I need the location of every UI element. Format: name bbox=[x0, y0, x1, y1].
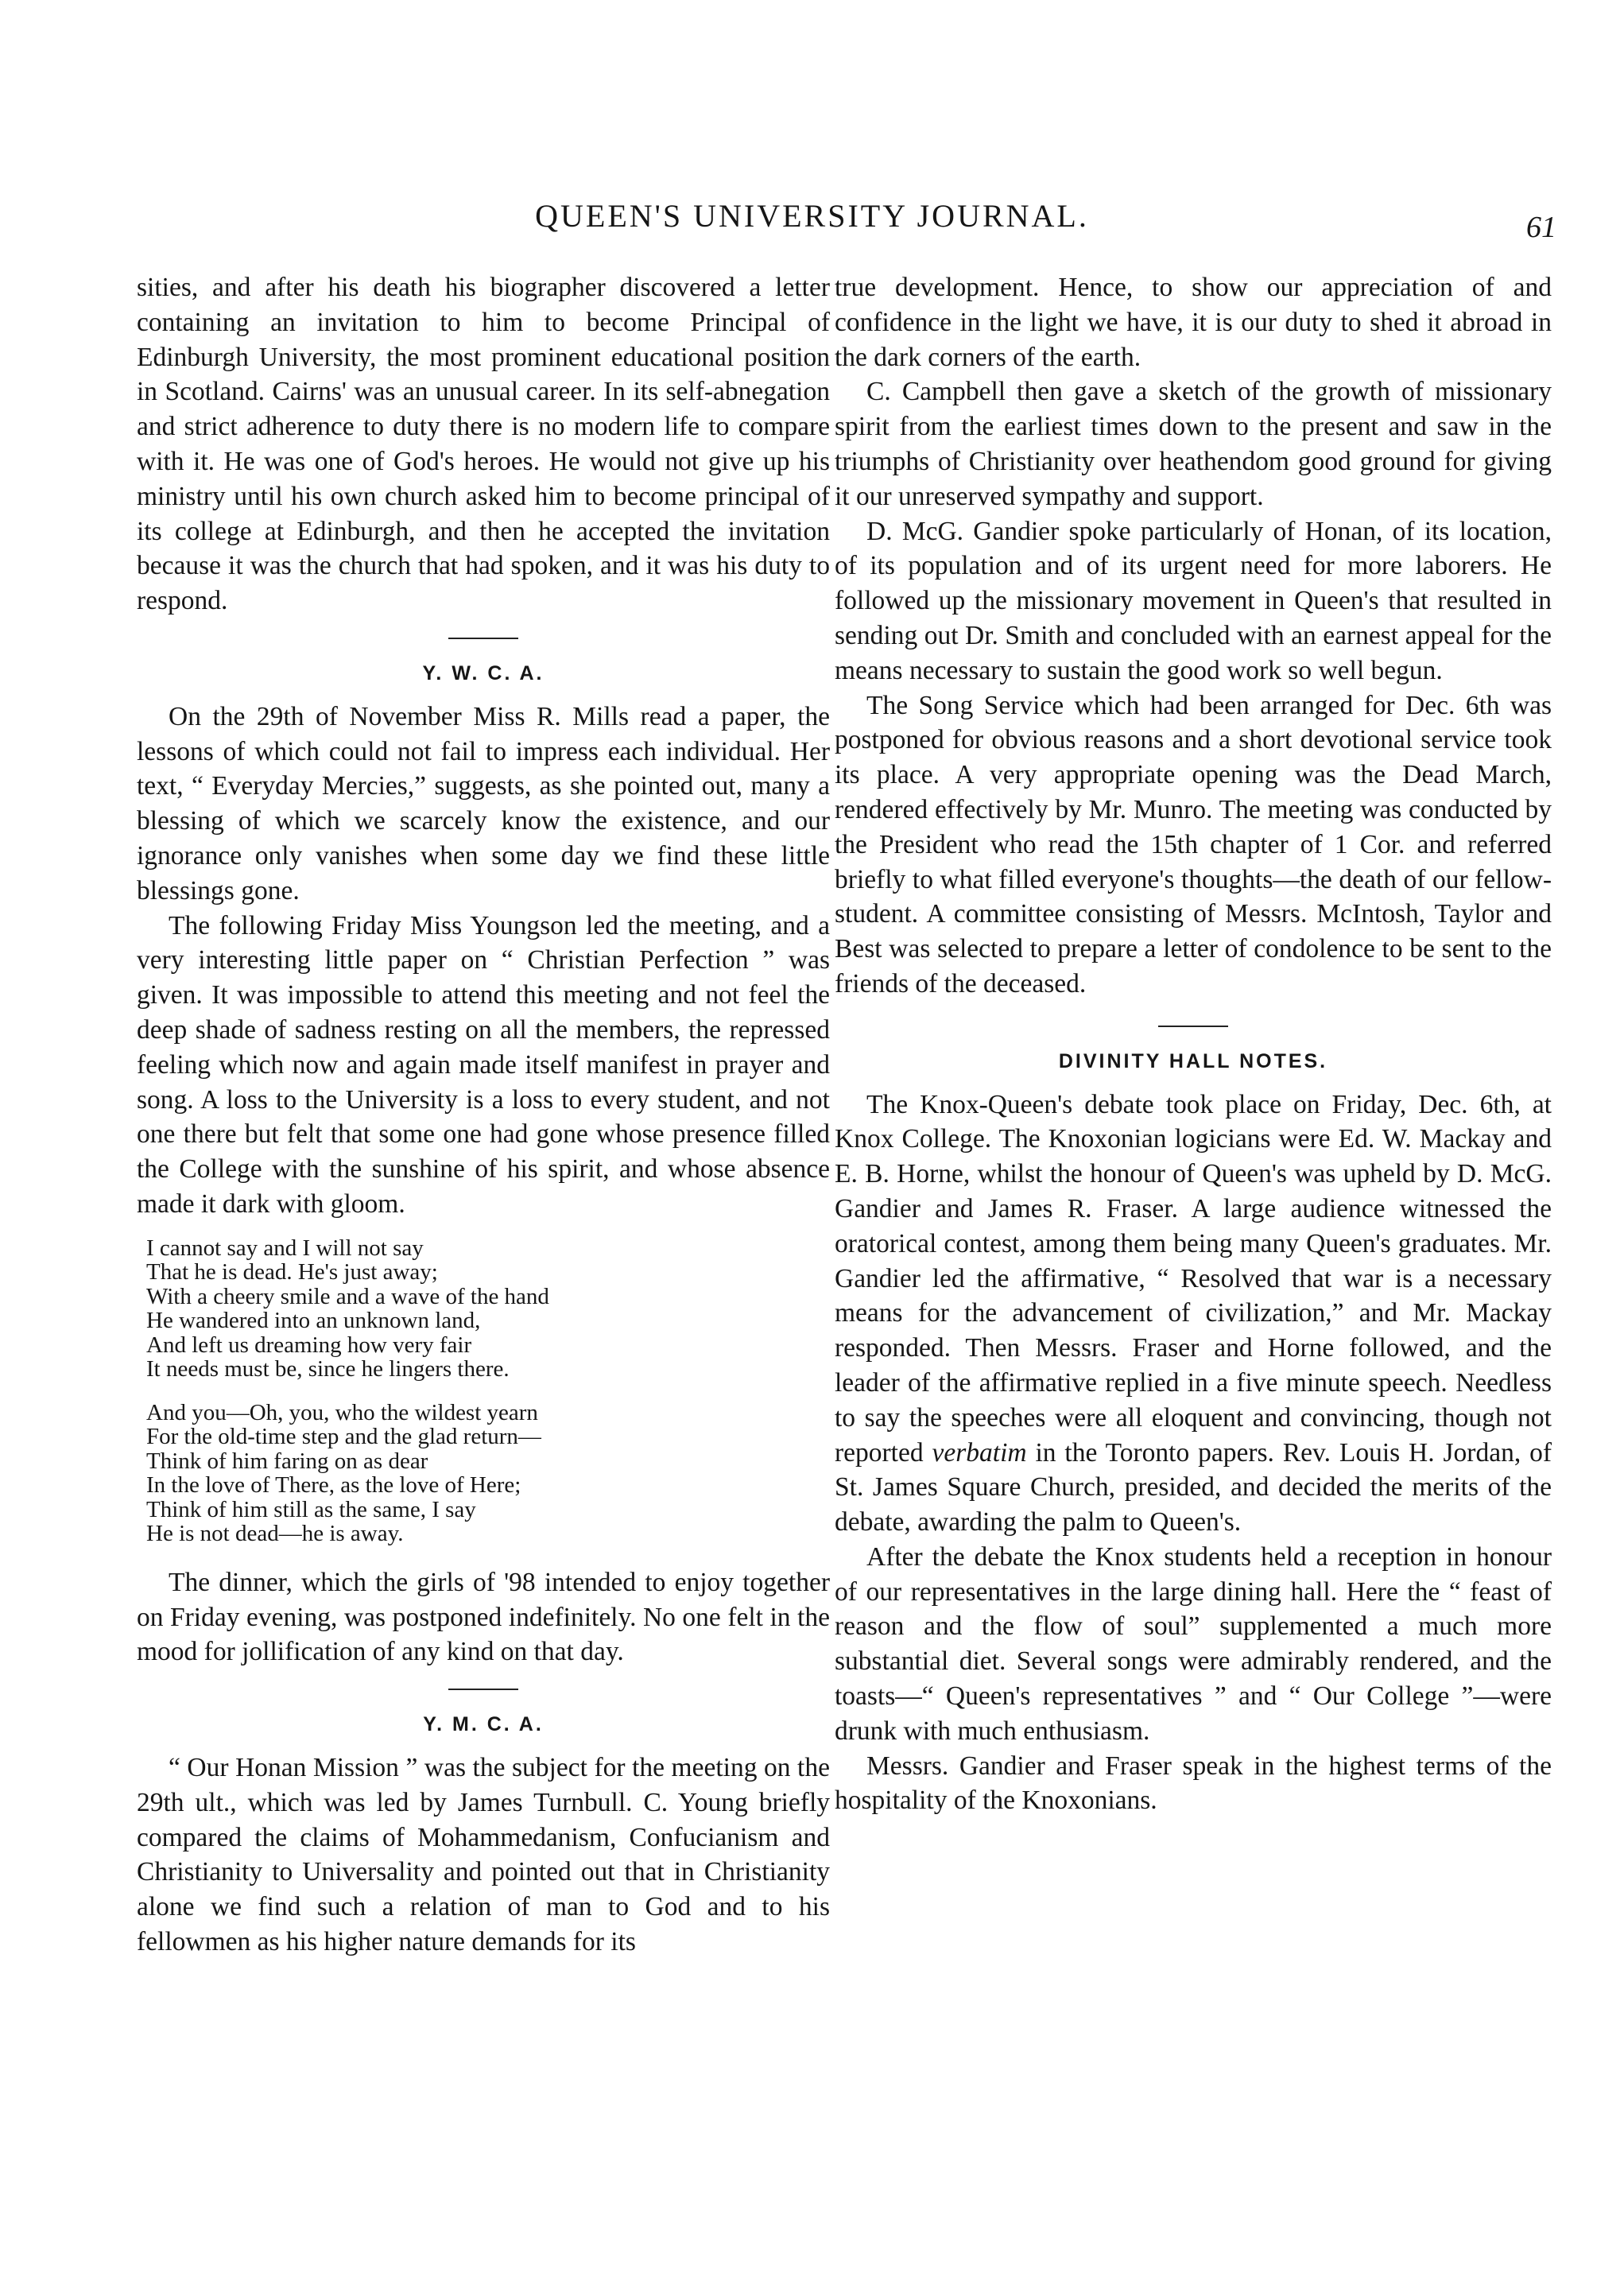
poem-line: And left us dreaming how very fair bbox=[146, 1332, 472, 1358]
poem-line: I cannot say and I will not say bbox=[146, 1235, 424, 1261]
ywca-paragraph: On the 29th of November Miss R. Mills read a paper, the lessons of which could not fail to impress each individual. Her text, “ Everyday Mercies,” suggests, as she pointed out, many a blessing of which we scarcely know the existence, and our ignorance only vanishes when some day we find these little blessings gone. bbox=[137, 701, 830, 905]
poem-line: That he is dead. He's just away; bbox=[146, 1259, 438, 1285]
divinity-italic-text: verbatim bbox=[932, 1437, 1027, 1468]
poem-stanza bbox=[146, 1236, 830, 1382]
ymca-paragraph: D. McG. Gandier spoke particularly of Honan, of its location, of its population and of its urgent need for more laborers. He followed up the missionary movement in Queen's that resulted in sending out Dr. Smith and concluded with an earnest appeal for the means necessary to sustain the good work so well begun. bbox=[835, 516, 1552, 685]
poem bbox=[146, 1236, 830, 1546]
poem-line: He is not dead—he is away. bbox=[146, 1521, 404, 1547]
ymca-heading: Y. M. C. A. bbox=[423, 1713, 544, 1736]
section-divider bbox=[448, 1689, 518, 1690]
ymca-paragraph: “ Our Honan Mission ” was the subject for the meeting on the 29th ult., which was led by James Turnbull. C. Young briefly compared the claims of Mohammedanism, Confucianism and Christianity to Universality and pointed out that in Christianity alone we find such a relation of man to God and to his fellowmen as his higher nature demands for its bbox=[137, 1752, 830, 1956]
ymca-paragraph: C. Campbell then gave a sketch of the growth of missionary spirit from the earliest times down to the present and saw in the triumphs of Christianity over heathendom good ground for giving it our unreserved sympathy and support. bbox=[835, 377, 1552, 511]
poem-line: Think of him still as the same, I say bbox=[146, 1496, 476, 1522]
page-number: 61 bbox=[1526, 211, 1556, 244]
ywca-paragraph: The dinner, which the girls of '98 intended to enjoy together on Friday evening, was postponed indefinitely. No one felt in the mood for jollification of any kind on that day. bbox=[137, 1567, 830, 1667]
divinity-text: The Knox-Queen's debate took place on Friday, Dec. 6th, at Knox College. The Knoxonian logicians were Ed. W. Mackay and E. B. Horne, whilst the honour of Queen's was upheld by D. McG. Gandier and James R. Fraser. A large audience witnessed the oratorical contest, among them being many Queen's graduates. Mr. Gandier led the affirmative, “ Resolved that war is a necessary means for the advancement of civilization,” and Mr. Mackay responded. Then Messrs. Fraser and Horne followed, and the leader of the affirmative replied in a five minute speech. Needless to say the speeches were all eloquent and convincing, though not reported bbox=[835, 1089, 1552, 1468]
poem-line: In the love of There, as the love of Here; bbox=[146, 1472, 521, 1499]
poem-line: With a cheery smile and a wave of the hand bbox=[146, 1283, 549, 1309]
ywca-paragraph: The following Friday Miss Youngson led the meeting, and a very interesting little paper on “ Christian Perfection ” was given. It was impossible to attend this meeting and not feel the deep shade of sadness resting on all the members, the repressed feeling which now and again made itself manifest in prayer and song. A loss to the University is a loss to every student, and not one there but felt that some one had gone whose presence filled the College with the sunshine of his spirit, and whose absence made it dark with gloom. bbox=[137, 910, 830, 1219]
section-divider bbox=[1158, 1026, 1228, 1027]
ymca-paragraph: The Song Service which had been arranged for Dec. 6th was postponed for obvious reasons and a short devotional service took its place. A very appropriate opening was the Dead March, rendered effectively by Mr. Munro. The meeting was conducted by the President who read the 15th chapter of 1 Cor. and referred briefly to what filled everyone's thoughts—the death of our fellow-student. A committee consisting of Messrs. McIntosh, Taylor and Best was selected to prepare a letter of condolence to be sent to the friends of the deceased. bbox=[835, 690, 1552, 998]
poem-line: He wandered into an unknown land, bbox=[146, 1308, 481, 1334]
poem-stanza bbox=[146, 1401, 830, 1546]
poem-line: It needs must be, since he lingers there. bbox=[146, 1356, 510, 1382]
divinity-paragraph: Messrs. Gandier and Fraser speak in the highest terms of the hospitality of the Knoxonians. bbox=[835, 1751, 1552, 1816]
poem-line: And you—Oh, you, who the wildest yearn bbox=[146, 1399, 538, 1425]
left-column bbox=[137, 270, 830, 1960]
poem-line: Think of him faring on as dear bbox=[146, 1448, 428, 1474]
ywca-heading: Y. W. C. A. bbox=[422, 661, 545, 684]
divinity-hall-heading: DIVINITY HALL NOTES. bbox=[1058, 1049, 1328, 1072]
divinity-paragraph bbox=[835, 1088, 1552, 1540]
divinity-text: in the Toronto papers. Rev. Louis H. Jordan, of St. James Square Church, presided, and decided the merits of the debate, awarding the palm to Queen's. bbox=[835, 1437, 1552, 1537]
right-column bbox=[835, 270, 1552, 1818]
article-continuation-paragraph: sities, and after his death his biographer discovered a letter containing an invitation to him to become Principal of Edinburgh University, the most prominent educational position in Scotland. Cairns' was an unusual career. In its self-abnegation and strict adherence to duty there is no modern life to compare with it. He was one of God's heroes. He would not give up his ministry until his own church asked him to become principal of its college at Edinburgh, and then he accepted the invitation because it was the church that had spoken, and it was his duty to respond. bbox=[137, 273, 830, 616]
section-divider bbox=[448, 638, 518, 639]
ymca-continuation-paragraph: true development. Hence, to show our appreciation of and confidence in the light we have, it is our duty to shed it abroad in the dark corners of the earth. bbox=[835, 273, 1552, 372]
divinity-paragraph: After the debate the Knox students held a reception in honour of our representatives in the large dining hall. Here the “ feast of reason and the flow of soul” supplemented a much more substantial diet. Several songs were admirably rendered, and the toasts—“ Queen's representatives ” and “ Our College ”—were drunk with much enthusiasm. bbox=[835, 1541, 1552, 1746]
poem-line: For the old-time step and the glad return— bbox=[146, 1424, 541, 1450]
running-head: QUEEN'S UNIVERSITY JOURNAL. bbox=[535, 198, 1089, 234]
